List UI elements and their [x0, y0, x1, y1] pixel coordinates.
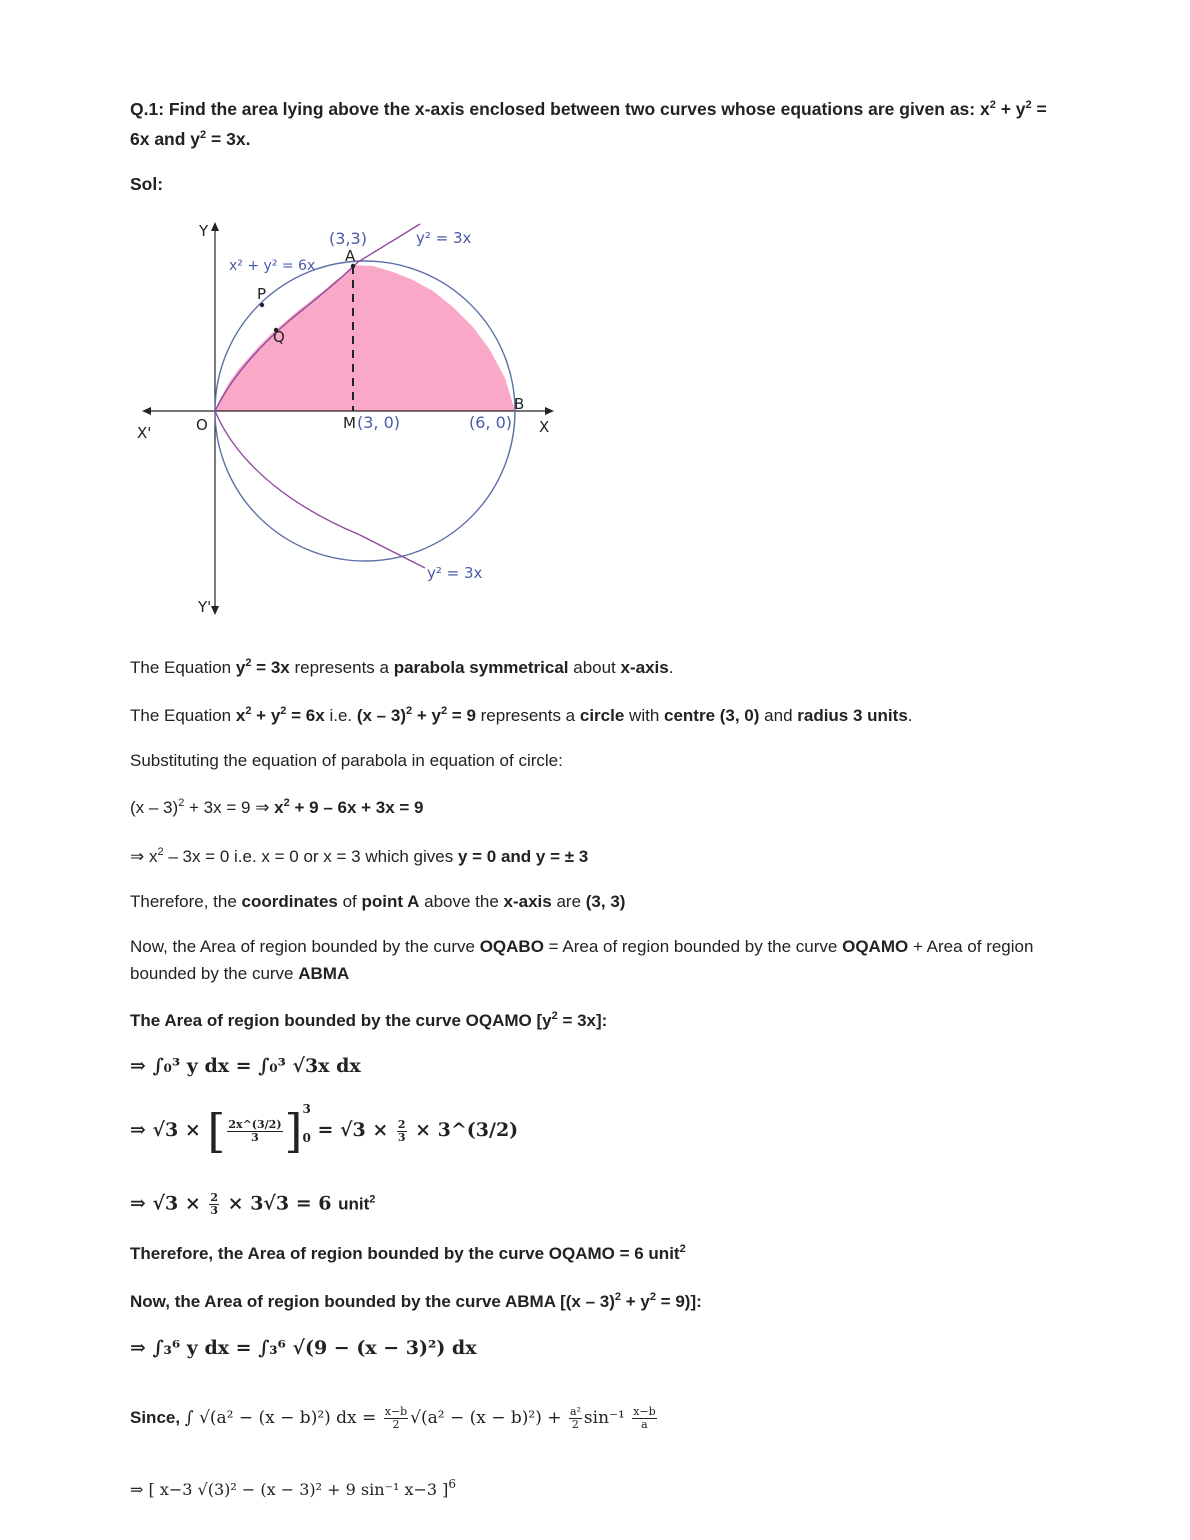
math-evaluation-step: ⇒ √3 × [ $\frac{2x\^{}(3/2)}{3}$ ] 3 0 = √3 × $\frac{2}{3}$ × 3^(3/2): [130, 1102, 519, 1158]
math-integral-abma: ⇒ ∫₃⁶ y dx = ∫₃⁶ √(9 − (x − 3)²) dx: [130, 1337, 477, 1359]
parabola-eq-bottom: y² = 3x: [427, 564, 483, 582]
math-abma-evaluation: ⇒ [ x−3 √(3)² − (x − 3)² + 9 sin⁻¹ x−3 ]$^6$: [130, 1477, 457, 1499]
question-line-1: Q.1: Find the area lying above the x-axis enclosed between two curves whose equations are given as: $x^2 + y^2$ =: [130, 99, 1047, 119]
paragraph-circle: The Equation $x^2 + y^2 = 6x$ i.e. $(x - 3)^2 + y^2 = 9$ represents a circle with centre (3, 0) and radius 3 units.: [130, 705, 913, 725]
label-m: M: [343, 414, 356, 432]
parabola-bottom-curve: [215, 411, 425, 568]
label-y: Y: [199, 222, 209, 240]
label-a: A: [345, 247, 356, 265]
paragraph-point-a: Therefore, the coordinates of point A above the x-axis are (3, 3): [130, 892, 626, 911]
label-o: O: [196, 416, 208, 434]
label-x: X: [539, 418, 550, 436]
point-p: [260, 303, 264, 307]
label-x-prime: X': [137, 424, 152, 442]
circle-eq: x² + y² = 6x: [229, 258, 316, 274]
paragraph-area-split-1: Now, the Area of region bounded by the curve OQABO = Area of region bounded by the curve OQAMO + Area of region: [130, 937, 1034, 956]
area-diagram: [120, 210, 580, 620]
math-result-oqamo: ⇒ √3 × $\frac{2}{3}$ × 3√3 = 6 unit$^2$: [130, 1191, 376, 1217]
label-y-prime: Y': [198, 598, 212, 616]
math-integral-oqamo: ⇒ ∫₀³ y dx = ∫₀³ √3x dx: [130, 1055, 361, 1077]
y-axis-arrow-down: [211, 606, 219, 615]
paragraph-parabola: The Equation $y^2 = 3x$ represents a parabola symmetrical about x-axis.: [130, 657, 674, 677]
sol-label: Sol:: [130, 174, 164, 194]
label-p: P: [257, 285, 267, 303]
paragraph-area-split-2: bounded by the curve ABMA: [130, 964, 350, 983]
paragraph-substituting: Substituting the equation of parabola in equation of circle:: [130, 751, 563, 770]
heading-oqamo: The Area of region bounded by the curve OQAMO $[y^2 = 3x]$:: [130, 1010, 608, 1030]
equation-substitution: (x – 3)$^2$ + 3x = 9 ⇒ $x^2 + 9 - 6x + 3x = 9$: [130, 797, 424, 817]
result-oqamo: Therefore, the Area of region bounded by the curve OQAMO = 6 unit$^2$: [130, 1243, 686, 1263]
label-a-coords: (3,3): [329, 229, 367, 248]
standard-formula: Since, ∫ √(a² − (x − b)²) dx = $\frac{x-b}{2}$ √(a² − (x − b)²) + $\frac{\text{a²}}{2}$ sin⁻¹ $\frac{x-b}{a}$: [130, 1405, 656, 1431]
equation-roots: ⇒ $x^2 - 3x = 0$ i.e. x = 0 or x = 3 which gives y = 0 and y = ± 3: [130, 846, 589, 866]
label-m-coords: (3, 0): [357, 413, 401, 432]
label-b-coords: (6, 0): [469, 413, 513, 432]
question-line-2: 6x and $y^2 = 3x$.: [130, 129, 251, 149]
x-axis-arrow-right: [545, 407, 554, 415]
heading-abma: Now, the Area of region bounded by the curve ABMA $[(x - 3)^2 + y^2 = 9)$]:: [130, 1291, 702, 1311]
label-q: Q: [273, 328, 285, 346]
label-b: B: [514, 395, 525, 413]
y-axis-arrow-up: [211, 222, 219, 231]
x-axis-arrow-left: [142, 407, 151, 415]
parabola-eq-top: y² = 3x: [416, 229, 472, 247]
